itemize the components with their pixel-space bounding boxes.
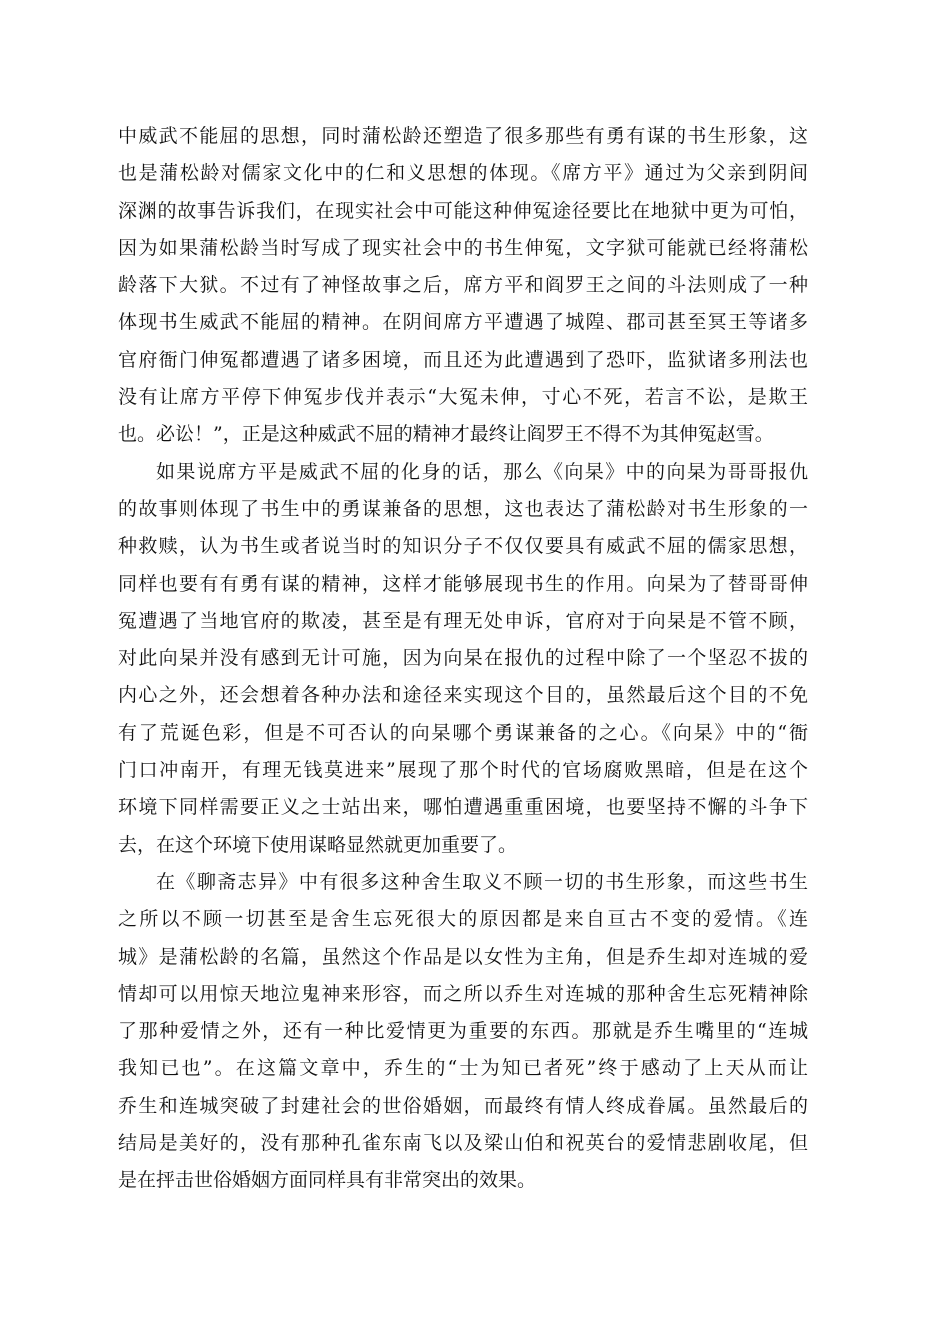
text-line: 同样也要有有勇有谋的精神，这样才能够展现书生的作用。向杲为了替哥哥伸 <box>118 572 808 595</box>
text-line: 有了荒诞色彩，但是不可否认的向杲哪个勇谋兼备的之心。《向杲》中的“衙 <box>118 721 808 744</box>
text-line: 城》是蒲松龄的名篇，虽然这个作品是以女性为主角，但是乔生却对连城的爱 <box>118 945 808 968</box>
text-line: 了那种爱情之外，还有一种比爱情更为重要的东西。那就是乔生嘴里的“连城 <box>118 1020 808 1043</box>
text-line: 对此向杲并没有感到无计可施，因为向杲在报仇的过程中除了一个坚忍不拔的 <box>118 647 808 670</box>
text-line: 因为如果蒲松龄当时写成了现实社会中的书生伸冤，文字狱可能就已经将蒲松 <box>118 236 808 259</box>
text-line: 深渊的故事告诉我们，在现实社会中可能这种伸冤途径要比在地狱中更为可怕， <box>118 199 808 222</box>
text-line: 是在抨击世俗婚姻方面同样具有非常突出的效果。 <box>118 1169 537 1192</box>
text-line: 我知已也”。在这篇文章中，乔生的“士为知已者死”终于感动了上天从而让 <box>118 1057 808 1080</box>
text-line: 内心之外，还会想着各种办法和途径来实现这个目的，虽然最后这个目的不免 <box>118 684 808 707</box>
text-line: 乔生和连城突破了封建社会的世俗婚姻，而最终有情人终成眷属。虽然最后的 <box>118 1094 808 1117</box>
text-line: 结局是美好的，没有那种孔雀东南飞以及梁山伯和祝英台的爱情悲剧收尾，但 <box>118 1132 808 1155</box>
text-line: 冤遭遇了当地官府的欺凌，甚至是有理无处申诉，官府对于向杲是不管不顾， <box>118 609 808 632</box>
text-line: 的故事则体现了书生中的勇谋兼备的思想，这也表达了蒲松龄对书生形象的一 <box>118 497 808 520</box>
text-line: 龄落下大狱。不过有了神怪故事之后，席方平和阎罗王之间的斗法则成了一种 <box>118 274 808 297</box>
text-line: 没有让席方平停下伸冤步伐并表示“大冤未伸，寸心不死，若言不讼，是欺王 <box>118 386 808 409</box>
text-line: 中威武不能屈的思想，同时蒲松龄还塑造了很多那些有勇有谋的书生形象，这 <box>118 125 808 147</box>
paragraph-1 <box>118 118 808 454</box>
text-line: 种救赎，认为书生或者说当时的知识分子不仅仅要具有威武不屈的儒家思想， <box>118 535 808 558</box>
document-page <box>118 118 808 1200</box>
paragraph-2 <box>118 454 808 864</box>
text-line: 体现书生威武不能屈的精神。在阴间席方平遭遇了城隍、郡司甚至冥王等诸多 <box>118 311 808 334</box>
text-line: 门口冲南开，有理无钱莫进来”展现了那个时代的官场腐败黑暗，但是在这个 <box>118 759 808 782</box>
text-line: 环境下同样需要正义之士站出来，哪怕遭遇重重困境，也要坚持不懈的斗争下 <box>118 796 808 819</box>
text-line: 也是蒲松龄对儒家文化中的仁和义思想的体现。《席方平》通过为父亲到阴间 <box>118 162 808 185</box>
text-line: 情却可以用惊天地泣鬼神来形容，而之所以乔生对连城的那种舍生忘死精神除 <box>118 982 808 1005</box>
text-line: 官府衙门伸冤都遭遇了诸多困境，而且还为此遭遇到了恐吓，监狱诸多刑法也 <box>118 348 808 371</box>
text-line: 在《聊斋志异》中有很多这种舍生取义不顾一切的书生形象，而这些书生 <box>156 870 808 893</box>
text-line: 也。必讼！”，正是这种威武不屈的精神才最终让阎罗王不得不为其伸冤赵雪。 <box>118 423 774 446</box>
text-line: 之所以不顾一切甚至是舍生忘死很大的原因都是来自亘古不变的爱情。《连 <box>118 908 808 931</box>
text-line: 如果说席方平是威武不屈的化身的话，那么《向杲》中的向杲为哥哥报仇 <box>156 460 808 483</box>
paragraph-3 <box>118 864 808 1200</box>
text-line: 去，在这个环境下使用谋略显然就更加重要了。 <box>118 833 518 856</box>
